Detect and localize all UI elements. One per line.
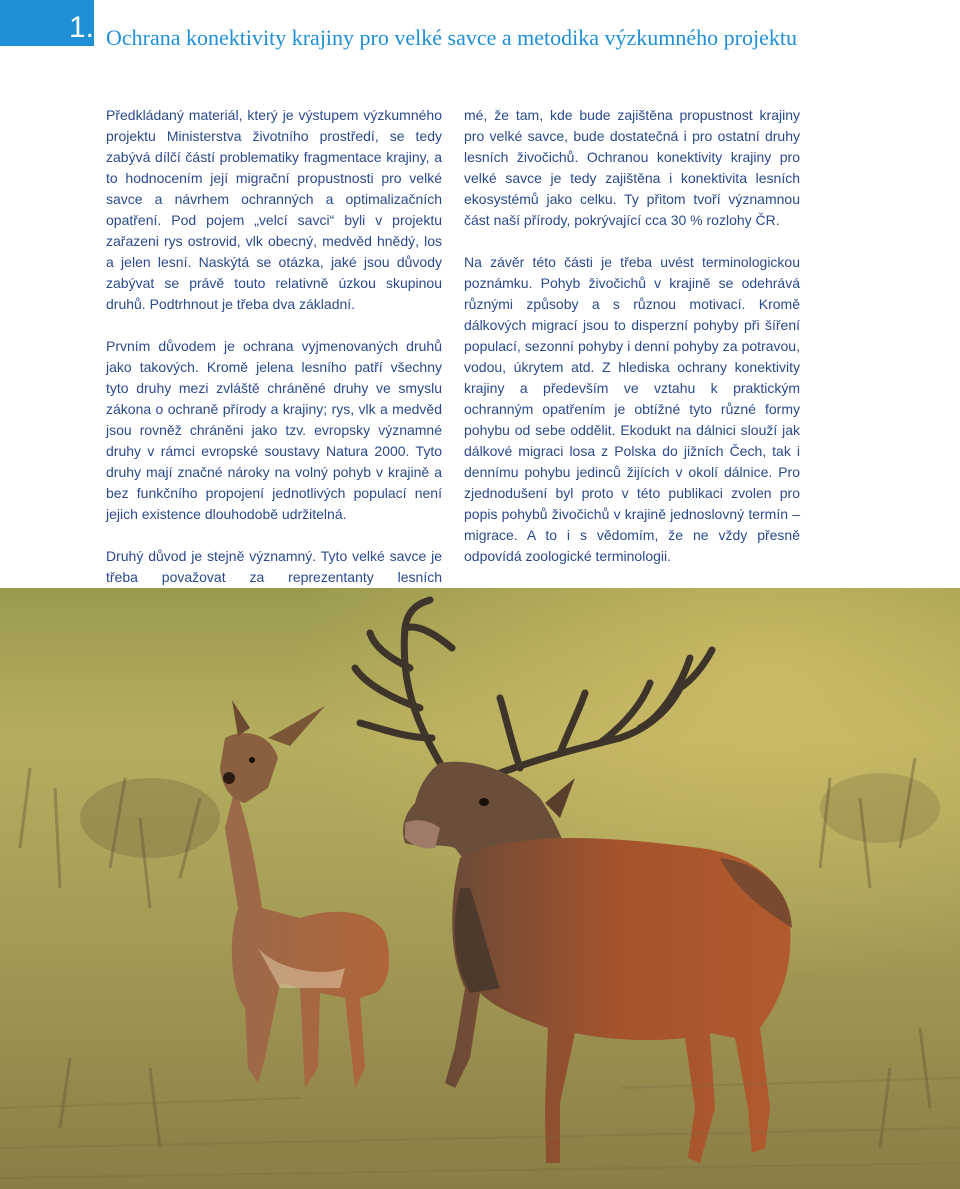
text-column-right [464, 105, 800, 567]
paragraph: Na závěr této části je třeba uvést terminologickou poznámku. Pohyb živočichů v krajině se odehrává různými způsoby a s různou motivací. Kromě dálkových migrací jsou to disperzní pohyby při šíření populací, sezonní pohyby i denní pohyby za potravou, vodou, úkrytem atd. Z hlediska ochrany konektivity krajiny a především ve vztahu k praktickým ochranným opatřením je obtížné tyto různé formy pohybu od sebe oddělit. Ekodukt na dálnici slouží jak dálkové migraci losa z Polska do jižních Čech, tak i dennímu pohybu jedinců žijících v okolí dálnice. Pro zjednodušení byl proto v této publikaci zvolen pro popis pohybů živočichů v krajině jednoslovný termín – migrace. A to i s vědomím, že ne vždy přesně odpovídá zoologické terminologii. [464, 254, 800, 564]
chapter-number-box [0, 0, 94, 46]
paragraph: Prvním důvodem je ochrana vyjmenovaných druhů jako takových. Kromě jelena lesního patří všechny tyto druhy mezi zvláště chráněné druhy ve smyslu zákona o ochraně přírody a krajiny; rys, vlk a medvěd jsou rovněž chráněni jako tzv. evropsky významné druhy v rámci evropské soustavy Natura 2000. Tyto druhy mají značné nároky na volný pohyb v krajině a bez funkčního propojení jednotlivých populací není jejich existence dlouhodobě udržitelná. [106, 338, 442, 522]
paragraph: mé, že tam, kde bude zajištěna propustnost krajiny pro velké savce, bude dostatečná i pro ostatní druhy lesních živočichů. Ochranou konektivity krajiny pro velké savce je tedy zajištěna i konektivita lesních ekosystémů jako celku. Ty přitom tvoří významnou část naší přírody, pokrývající cca 30 % rozlohy ČR. [464, 107, 800, 228]
chapter-title: Ochrana konektivity krajiny pro velké savce a metodika výzkumného projektu [106, 25, 797, 50]
red-deer-photo [0, 588, 960, 1189]
paragraph: Druhý důvod je stejně významný. Tyto velké savce je třeba považovat za reprezentanty lesních [106, 548, 442, 585]
chapter-number: 1. [68, 11, 94, 44]
text-column-left [106, 105, 442, 630]
paragraph: Předkládaný materiál, který je výstupem výzkumného projektu Ministerstva životního prostředí, se tedy zabývá dílčí částí problematiky fragmentace krajiny, a to hodnocením její migrační propustnosti pro velké savce a návrhem ochranných a optimalizačních opatření. Pod pojem „velcí savci“ byli v projektu zařazeni rys ostrovid, vlk obecný, medvěd hnědý, los a jelen lesní. Naskýtá se otázka, jaké jsou důvody zabývat se právě touto relativně úzkou skupinou druhů. Podtrhnout je třeba dva základní. [106, 107, 442, 312]
